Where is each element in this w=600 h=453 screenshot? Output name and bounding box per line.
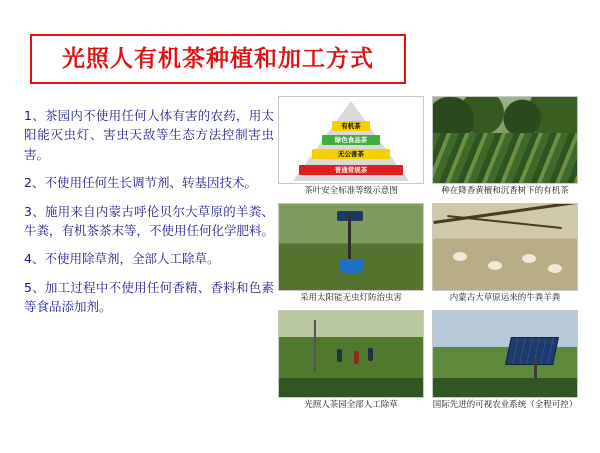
pyramid-diagram: [278, 96, 424, 184]
photo-grid-row: [278, 96, 578, 196]
utility-pole: [314, 320, 316, 372]
photo-cell: [278, 96, 424, 196]
photo-cell: [278, 203, 424, 303]
lamp-pole: [348, 216, 351, 264]
pyramid-level-0: 有机茶: [332, 121, 370, 131]
worker: [368, 348, 373, 361]
visual-agriculture-system-photo: [432, 310, 578, 398]
photo-cell: [278, 310, 424, 410]
manual-weeding-photo: [278, 310, 424, 398]
tea-under-trees-photo: [432, 96, 578, 184]
photo-caption: 种在降香黄檀和沉香树下的有机茶: [441, 186, 569, 196]
page-title: [30, 34, 406, 84]
photo-cell: [432, 310, 578, 410]
solar-panel: [505, 337, 559, 365]
list-item: 3、施用来自内蒙古呼伦贝尔大草原的羊粪、牛粪，有机茶茶末等，不使用任何化学肥料。: [24, 203, 275, 238]
list-item: 5、加工过程中不使用任何香精、香料和色素等食品添加剂。: [24, 279, 274, 314]
worker: [354, 351, 359, 364]
photo-cell: [432, 203, 578, 303]
photo-caption: 光照人茶园全部人工除草: [304, 400, 398, 411]
lamp-collection-bucket: [339, 259, 363, 273]
manure-photo: [432, 203, 578, 291]
photo-caption: 内蒙古大草原运来的牛粪羊粪: [449, 293, 561, 304]
photo-cell: [432, 96, 578, 196]
pyramid-level-3: 普通常规茶: [299, 165, 403, 175]
photo-caption: 国际先进的可视农业系统（全程可控）: [432, 400, 578, 411]
points-list: [24, 106, 274, 325]
foreground-bush: [433, 378, 577, 397]
page-title-text: 光照人有机茶种植和加工方式: [62, 45, 374, 72]
pyramid-level-2: 无公害茶: [312, 149, 390, 159]
list-item: 4、不使用除草剂，全部人工除草。: [24, 251, 220, 267]
photo-grid-row: [278, 310, 578, 410]
photo-grid: [278, 96, 578, 418]
pyramid-shape: [279, 97, 423, 183]
pyramid-level-1: 绿色食品茶: [322, 135, 380, 145]
foreground-bush: [279, 378, 423, 397]
list-item: 2、不使用任何生长调节剂、转基因技术。: [24, 175, 257, 191]
tree-canopy: [433, 97, 577, 136]
photo-caption: 茶叶安全标准等级示意图: [304, 186, 398, 196]
solar-insect-lamp-photo: [278, 203, 424, 291]
photo-grid-row: [278, 203, 578, 303]
list-item: 1、茶园内不使用任何人体有害的农药，用太阳能灭虫灯、害虫天敌等生态方法控制害虫害。: [24, 108, 274, 162]
photo-caption: 采用太阳能无虫灯防治虫害: [299, 293, 402, 304]
tea-rows: [433, 133, 577, 183]
worker: [337, 349, 342, 362]
livestock: [488, 261, 502, 270]
